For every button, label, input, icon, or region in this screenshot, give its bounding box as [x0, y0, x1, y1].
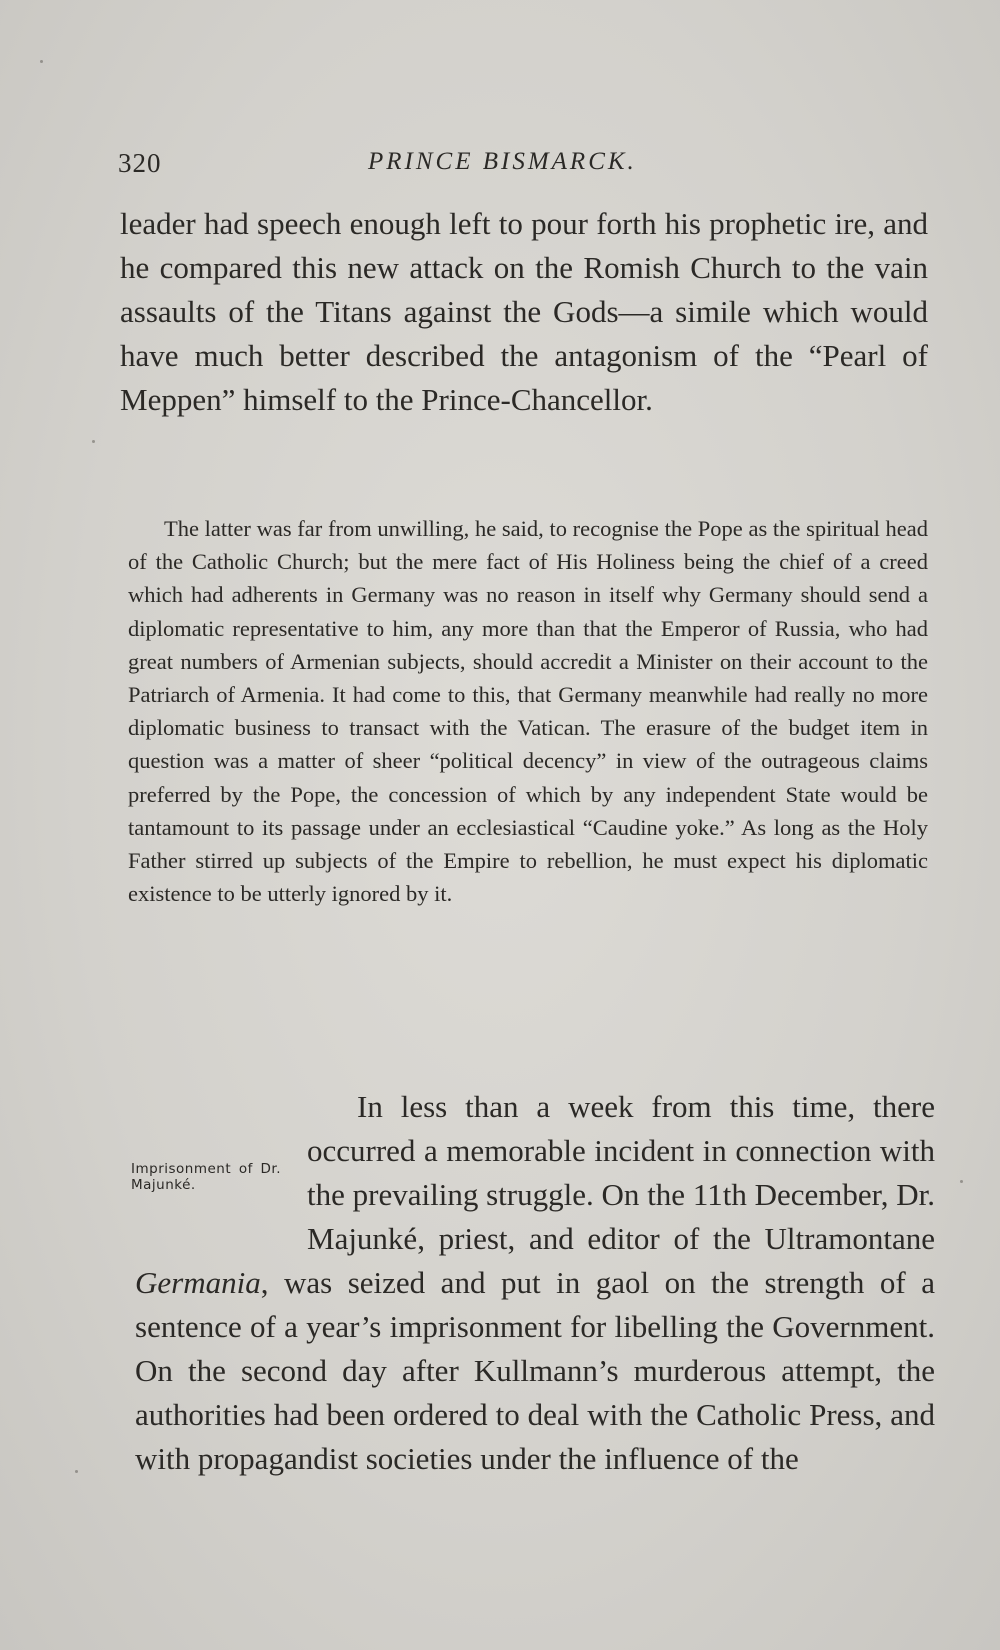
sidenote-space	[131, 1129, 307, 1261]
body-paragraph-1: leader had speech enough left to pour forth his prophetic ire, and he compared this new attack on the Romish Church to the vain assaults of the Titans against the Gods—a simile which would have much better described the antagonism of the “Pearl of Meppen” himself to the Prince-Chancellor.	[120, 206, 928, 417]
paper-speck	[75, 1470, 78, 1473]
running-title: PRINCE BISMARCK.	[368, 148, 637, 175]
page-number: 320	[118, 148, 162, 178]
paragraph-2-tail: , was seized and put in gaol on the strength of a sentence of a year’s imprisonment for libelling the Government. On the second day after Kullmann’s murderous attempt, the authorities had been ordered to deal with the Catholic Press, and with propagandist societies under the influence of the	[135, 1265, 935, 1476]
paper-speck	[40, 60, 43, 63]
quoted-speech-paragraph: The latter was far from unwilling, he said, to recognise the Pope as the spiritual head of the Catholic Church; but the mere fact of His Holiness being the chief of a creed which had adherents in Germany was no reason in itself why Germany should send a diplomatic representative to him, any more than that the Emperor of Russia, who had great numbers of Armenian subjects, should accredit a Minister on their account to the Patriarch of Armenia. It had come to this, that Germany meanwhile had really no more diplomatic business to transact with the Vatican. The erasure of the budget item in question was a matter of sheer “political decency” in view of the outrageous claims preferred by the Pope, the concession of which by any independent State would be tantamount to its passage under an ecclesiastical “Caudine yoke.” As long as the Holy Father stirred up subjects of the Empire to rebellion, he must expect his diplomatic existence to be utterly ignored by it.	[128, 516, 928, 907]
page-header	[118, 148, 938, 188]
paper-speck	[92, 440, 95, 443]
paragraph-2-lead: In less than a week from this time, there occurred a memorable incident in connection with the prevailing struggle. On the 11th December, Dr. Majunké, priest, and editor of the Ultramontane	[307, 1089, 935, 1256]
paper-speck	[960, 1180, 963, 1183]
margin-note: Imprisonment of Dr. Majunké.	[131, 1161, 281, 1193]
body-paragraph-2	[131, 1085, 935, 1481]
newspaper-title: Germania	[135, 1265, 261, 1300]
